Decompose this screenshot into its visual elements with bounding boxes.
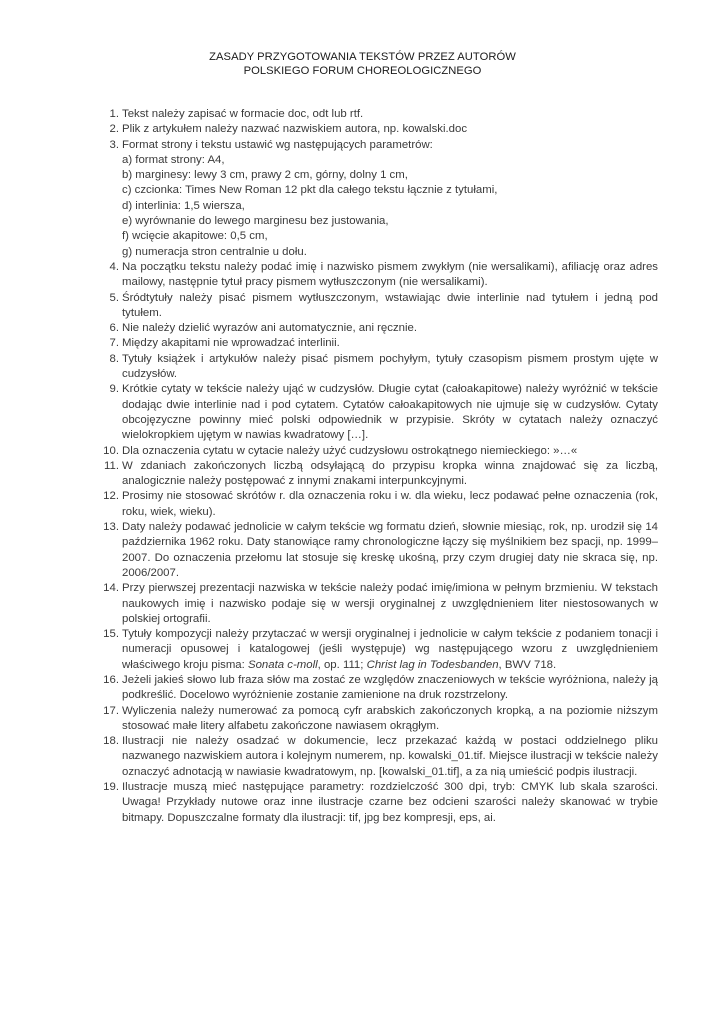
item-number: 9. (109, 383, 119, 396)
item-text-part: , BWV 718. (498, 658, 557, 671)
title-line-2: POLSKIEGO FORUM CHOREOLOGICZNEGO (243, 65, 482, 77)
guidelines-list (103, 107, 658, 826)
item-number: 11. (104, 459, 119, 472)
item-number: 3. (109, 138, 119, 151)
item-text: Między akapitami nie wprowadzać interlinii. (122, 337, 340, 350)
list-item (103, 704, 658, 735)
item-text-part: Tytuły kompozycji należy przytaczać w wersji oryginalnej i jednolicie w całym tekście z podaniem tonacji i numeracji opusowej i katalogowej (jeśli występuje) wg następującego wzoru z uwzględnieniem właściwego kroju pisma: (122, 628, 658, 671)
item-text: Wyliczenia należy numerować za pomocą cyfr arabskich zakończonych kropką, a na poziomie niższym stosować małe litery alfabetu zakończone nawiasem okrągłym. (122, 704, 658, 732)
list-item (103, 734, 658, 780)
item-number: 14. (103, 582, 119, 595)
list-item (106, 260, 658, 291)
sublist-item: f) wcięcie akapitowe: 0,5 cm, (122, 230, 268, 243)
item-text: Śródtytuły należy pisać pismem wytłuszczonym, wstawiając dwie interlinie nad tytułem i jedną pod tytułem. (122, 291, 658, 319)
item-number: 19. (103, 781, 119, 794)
item-text: Na początku tekstu należy podać imię i nazwisko pismem zwykłym (nie wersalikami), afiliację oraz adres mailowy, następnie tytuł pracy pismem wytłuszczonym (nie wersalikami). (122, 260, 658, 289)
italic-title: Christ lag in Todesbanden (366, 658, 499, 671)
sublist-item: b) marginesy: lewy 3 cm, prawy 2 cm, górny, dolny 1 cm, (122, 169, 408, 182)
item-text-part: , op. 111; (317, 658, 367, 671)
item-text (122, 627, 658, 673)
document-title (0, 50, 725, 78)
item-number: 13. (103, 521, 119, 534)
list-item (103, 627, 658, 673)
item-text: Ilustracje muszą mieć następujące parametry: rozdzielczość 300 dpi, tryb: CMYK lub skala szarości. Uwaga! Przykłady nutowe oraz inne ilustracje czarne bez odcieni szarości należy skanować w trybie bitmapy. Dopuszczalne formaty dla ilustracji: tif, jpg bez kompresji, eps, ai. (122, 781, 658, 824)
sublist-item: d) interlinia: 1,5 wiersza, (122, 199, 245, 212)
title-line-1: ZASADY PRZYGOTOWANIA TEKSTÓW PRZEZ AUTORÓW (209, 51, 516, 63)
item-text: Tekst należy zapisać w formacie doc, odt lub rtf. (122, 108, 364, 120)
sublist-item: c) czcionka: Times New Roman 12 pkt dla całego tekstu łącznie z tytułami, (122, 184, 498, 197)
item-number: 18. (103, 735, 119, 748)
sublist-item: a) format strony: A4, (122, 153, 225, 166)
item-number: 5. (109, 291, 119, 304)
list-item (103, 444, 658, 459)
item-text: Przy pierwszej prezentacji nazwiska w tekście należy podać imię/imiona w pełnym brzmieniu. W tekstach naukowych imię i nazwisko podaje się w wersji oryginalnej z uwzględnieniem liter niestosowanych w polskiej ortografii. (122, 582, 658, 625)
item-text: Ilustracji nie należy osadzać w dokumencie, lecz przekazać każdą w postaci oddzielnego pliku nazwanego nazwiskiem autora i kolejnym numerem, np. kowalski_01.tif. Miejsce ilustracji w tekście należy oznaczyć adnotacją w nawiasie kwadratowym, np. [kowalski_01.tif], a za nią umieścić podpis ilustracji. (122, 735, 658, 778)
item-number: 6. (109, 322, 119, 335)
italic-title: Sonata c-moll (247, 658, 318, 671)
list-item (106, 138, 658, 260)
item-number: 12. (103, 490, 119, 503)
item-text: Daty należy podawać jednolicie w całym tekście wg formatu dzień, słownie miesiąc, rok, np. urodził się 14 października 1962 roku. Daty stanowiące ramy chronologiczne łączy się myślnikiem bez spacji, np. 1999–2007. Do oznaczenia przełomu lat stosuje się kreskę ukośną, przy czym drugiej daty nie skraca się, np. 2006/2007. (122, 521, 658, 579)
list-item (103, 780, 658, 826)
item-text: Jeżeli jakieś słowo lub fraza słów ma zostać ze względów znaczeniowych w tekście wyróżniona, należy ją podkreślić. Docelowo wyróżnienie zostanie zamienione na druk rozstrzelony. (122, 673, 658, 702)
item-number: 15. (103, 628, 119, 641)
list-item (106, 459, 658, 490)
item-text: Format strony i tekstu ustawić wg następujących parametrów: (122, 138, 433, 151)
item-text: W zdaniach zakończonych liczbą odsyłającą do przypisu kropka winna znajdować się za liczbą, analogicznie należy postępować z innymi znakami interpunkcyjnymi. (122, 459, 658, 488)
list-item (106, 321, 658, 336)
item-number: 7. (109, 337, 119, 350)
item-text: Nie należy dzielić wyrazów ani automatycznie, ani ręcznie. (122, 322, 418, 335)
item-text: Tytuły książek i artykułów należy pisać pismem pochyłym, tytuły czasopism pismem prostym ujęte w cudzysłów. (122, 352, 658, 381)
sublist-item: e) wyrównanie do lewego marginesu bez justowania, (122, 215, 389, 228)
list-item (106, 107, 658, 122)
sublist-item: g) numeracja stron centralnie u dołu. (122, 245, 307, 258)
item-number: 17. (103, 704, 119, 717)
item-number: 2. (109, 123, 119, 136)
list-item (103, 489, 658, 520)
item-number: 10. (103, 444, 119, 457)
list-item (103, 581, 658, 627)
list-item (106, 382, 658, 443)
item-number: 1. (109, 108, 119, 120)
item-text: Dla oznaczenia cytatu w cytacie należy użyć cudzysłowu ostrokątnego niemieckiego: »…« (122, 444, 578, 457)
item-number: 8. (109, 352, 119, 365)
format-sublist (122, 153, 658, 260)
item-text: Prosimy nie stosować skrótów r. dla oznaczenia roku i w. dla wieku, lecz podawać pełne oznaczenia (rok, roku, wiek, wieku). (122, 490, 658, 518)
list-item (106, 336, 658, 351)
item-text: Krótkie cytaty w tekście należy ująć w cudzysłów. Długie cytat (całoakapitowe) należy wyróżnić w tekście dodając dwie interlinie nad i pod cytatem. Cytatów całoakapitowych nie ujmuje się w cudzysłów. Cytaty obcojęzyczne powinny mieć polski odpowiednik w przypisie. Skróty w cytatach należy oznaczyć wielokropkiem ujętym w nawias kwadratowy […]. (122, 383, 658, 442)
item-number: 4. (109, 260, 119, 273)
list-item (106, 122, 658, 137)
list-item (103, 673, 658, 704)
list-item (106, 291, 658, 322)
list-item (106, 352, 658, 383)
item-number: 16. (103, 673, 119, 686)
item-text: Plik z artykułem należy nazwać nazwiskiem autora, np. kowalski.doc (122, 123, 468, 136)
list-item (103, 520, 658, 581)
